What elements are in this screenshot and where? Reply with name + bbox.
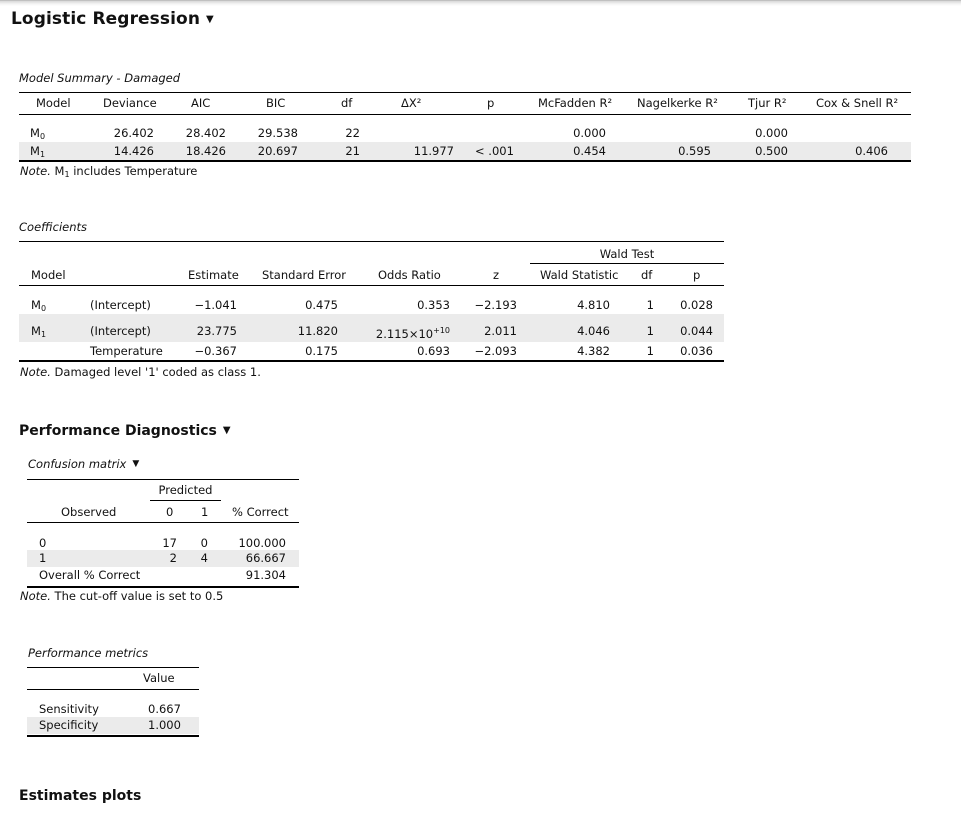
row-tjur: 0.500 xyxy=(755,144,788,158)
table-top-rule xyxy=(19,92,911,93)
row-nagelkerke: 0.595 xyxy=(678,144,711,158)
row-p: < .001 xyxy=(475,144,514,158)
row-se: 0.175 xyxy=(305,344,338,358)
col-header-nagelkerke: Nagelkerke R² xyxy=(637,96,718,110)
wald-group-rule xyxy=(530,263,724,264)
header-rule xyxy=(19,285,724,286)
row-observed: 0 xyxy=(39,536,47,550)
col-header-pct-correct: % Correct xyxy=(232,505,289,519)
row-odds-ratio: 0.693 xyxy=(417,344,450,358)
row-pct-correct: 91.304 xyxy=(245,568,286,582)
col-header-dx2: ΔX² xyxy=(401,96,422,110)
row-wald-statistic: 4.382 xyxy=(577,344,610,358)
header-rule xyxy=(27,522,299,523)
estimates-plots-heading[interactable]: Estimates plots xyxy=(19,788,142,804)
collapse-caret-icon[interactable]: ▼ xyxy=(206,14,214,25)
row-z: −2.093 xyxy=(474,344,517,358)
col-header-standard-error: Standard Error xyxy=(262,268,347,282)
table-bottom-rule xyxy=(27,586,299,588)
analysis-title-text: Logistic Regression xyxy=(11,9,201,29)
header-rule xyxy=(27,689,199,690)
row-estimate: 23.775 xyxy=(196,324,237,338)
row-df: 1 xyxy=(646,298,654,312)
row-z: −2.193 xyxy=(474,298,517,312)
col-header-df: df xyxy=(341,96,353,110)
row-pred-0: 2 xyxy=(169,551,177,565)
col-header-p: p xyxy=(693,268,701,282)
row-p: 0.036 xyxy=(680,344,713,358)
row-se: 0.475 xyxy=(305,298,338,312)
col-header-p: p xyxy=(487,96,495,110)
row-term: (Intercept) xyxy=(90,298,151,312)
table-bottom-rule xyxy=(19,360,724,362)
model-summary-caption: Model Summary - Damaged xyxy=(19,71,181,85)
row-p: 0.044 xyxy=(680,324,713,338)
row-df: 1 xyxy=(646,324,654,338)
row-wald-statistic: 4.046 xyxy=(577,324,610,338)
row-mcfadden: 0.000 xyxy=(573,126,606,140)
row-term: Temperature xyxy=(90,344,163,358)
row-p: 0.028 xyxy=(680,298,713,312)
row-aic: 18.426 xyxy=(185,144,226,158)
collapse-caret-icon[interactable]: ▼ xyxy=(132,459,140,469)
row-value: 0.667 xyxy=(148,702,181,716)
confusion-matrix-caption[interactable]: Confusion matrix ▼ xyxy=(28,457,140,471)
table-bottom-rule xyxy=(27,735,199,737)
table-top-rule xyxy=(27,479,299,480)
coefficients-caption: Coefficients xyxy=(19,220,88,234)
col-header-odds-ratio: Odds Ratio xyxy=(378,268,441,282)
row-pct-correct: 100.000 xyxy=(238,536,286,550)
row-df: 21 xyxy=(345,144,360,158)
row-df: 22 xyxy=(345,126,360,140)
col-header-model: Model xyxy=(36,96,71,110)
row-mcfadden: 0.454 xyxy=(573,144,606,158)
row-model: $M_0$ xyxy=(31,298,47,313)
row-metric: Sensitivity xyxy=(39,702,99,716)
row-z: 2.011 xyxy=(484,324,517,338)
row-metric: Specificity xyxy=(39,718,99,732)
col-header-mcfadden: McFadden R² xyxy=(538,96,613,110)
row-wald-statistic: 4.810 xyxy=(577,298,610,312)
row-observed: Overall % Correct xyxy=(39,568,141,582)
collapse-caret-icon[interactable]: ▼ xyxy=(222,425,231,436)
row-odds-ratio: 0.353 xyxy=(417,298,450,312)
col-header-tjur: Tjur R² xyxy=(748,96,787,110)
row-deviance: 26.402 xyxy=(113,126,154,140)
col-header-observed: Observed xyxy=(61,505,117,519)
row-pred-0: 17 xyxy=(162,536,177,550)
row-odds-ratio: $2.115\times 10^{+10}$ xyxy=(375,326,450,341)
row-pred-1: 4 xyxy=(200,551,208,565)
row-se: 11.820 xyxy=(297,324,338,338)
col-header-pred-1: 1 xyxy=(201,505,209,519)
table-top-rule xyxy=(19,241,724,242)
row-pred-1: 0 xyxy=(200,536,208,550)
analysis-title[interactable] xyxy=(11,9,214,29)
row-coxsnell: 0.406 xyxy=(855,144,888,158)
row-model: $M_0$ xyxy=(30,126,46,141)
row-estimate: −0.367 xyxy=(194,344,237,358)
col-header-aic: AIC xyxy=(191,96,211,110)
table-top-rule xyxy=(27,667,199,668)
row-observed: 1 xyxy=(39,551,47,565)
col-header-z: z xyxy=(493,268,500,282)
row-df: 1 xyxy=(646,344,654,358)
predicted-group-rule xyxy=(150,500,221,501)
row-estimate: −1.041 xyxy=(194,298,237,312)
col-header-df: df xyxy=(641,268,653,282)
col-header-wald-statistic: Wald Statistic xyxy=(540,268,619,282)
row-bic: 20.697 xyxy=(257,144,298,158)
table-bottom-rule xyxy=(19,160,911,162)
row-term: (Intercept) xyxy=(90,324,151,338)
col-header-estimate: Estimate xyxy=(188,268,239,282)
wald-test-group-header: Wald Test xyxy=(599,247,655,261)
row-pct-correct: 66.667 xyxy=(245,551,286,565)
col-header-coxsnell: Cox & Snell R² xyxy=(816,96,899,110)
row-deviance: 14.426 xyxy=(113,144,154,158)
row-bic: 29.538 xyxy=(257,126,298,140)
row-dx2: 11.977 xyxy=(413,144,454,158)
row-model: $M_1$ xyxy=(30,144,46,159)
row-aic: 28.402 xyxy=(185,126,226,140)
coefficients-note: Note. Damaged level '1' coded as class 1. xyxy=(20,365,261,379)
col-header-bic: BIC xyxy=(266,96,286,110)
header-rule xyxy=(19,114,911,115)
predicted-group-header: Predicted xyxy=(158,483,213,497)
confusion-matrix-note: Note. The cut-off value is set to 0.5 xyxy=(20,589,224,603)
col-header-value: Value xyxy=(143,671,175,685)
col-header-model: Model xyxy=(31,268,66,282)
col-header-deviance: Deviance xyxy=(103,96,157,110)
col-header-pred-0: 0 xyxy=(166,505,174,519)
row-tjur: 0.000 xyxy=(755,126,788,140)
performance-diagnostics-heading[interactable]: Performance Diagnostics ▼ xyxy=(19,423,231,439)
row-value: 1.000 xyxy=(148,718,181,732)
performance-metrics-caption: Performance metrics xyxy=(28,646,149,660)
row-model: $M_1$ xyxy=(31,324,47,339)
model-summary-note: Note. $M_1$ includes Temperature xyxy=(20,164,198,179)
window-top-border xyxy=(0,0,961,6)
